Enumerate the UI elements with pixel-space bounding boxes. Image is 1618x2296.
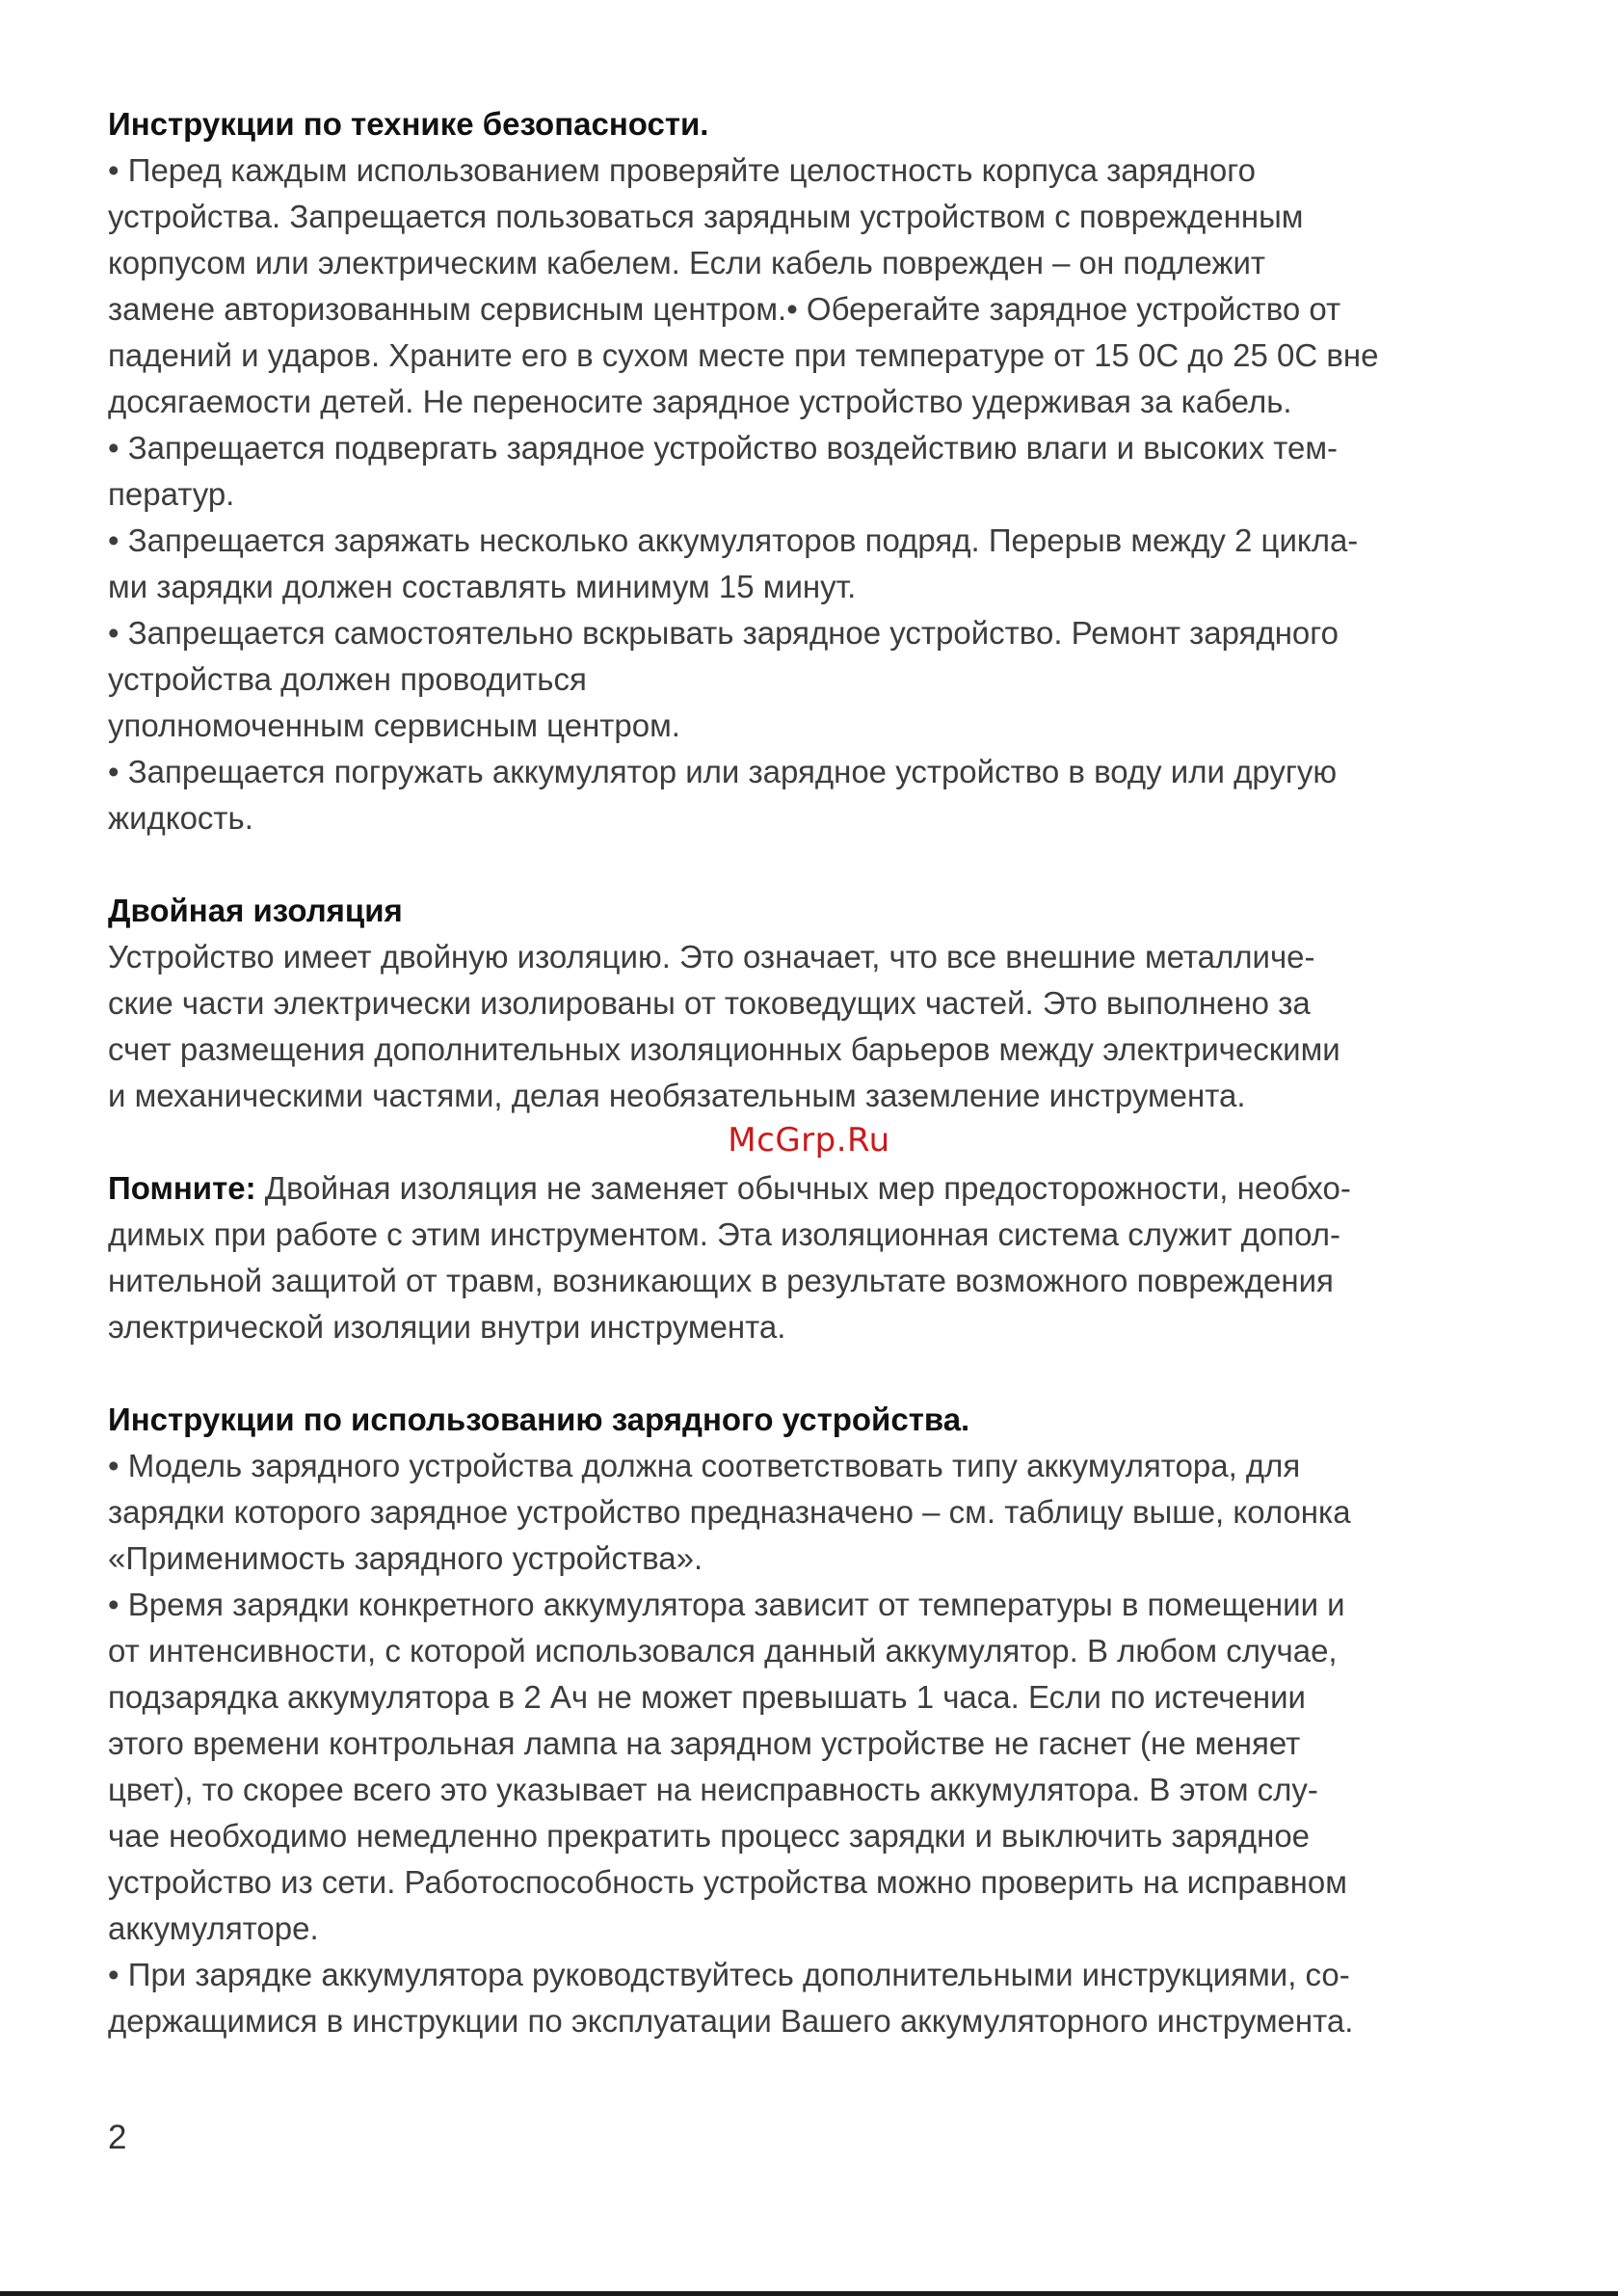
text-line: цвет), то скорее всего это указывает на неисправность аккумулятора. В этом слу- bbox=[108, 1772, 1318, 1807]
charger-usage-heading: Инструкции по использованию зарядного устройства. bbox=[108, 1402, 970, 1437]
text-line: устройства. Запрещается пользоваться зарядным устройством с поврежденным bbox=[108, 199, 1304, 234]
text-line: • Запрещается погружать аккумулятор или зарядное устройство в воду или другую bbox=[108, 754, 1338, 789]
section-spacer bbox=[108, 1350, 1515, 1397]
section-spacer bbox=[108, 841, 1515, 888]
safety-heading: Инструкции по технике безопасности. bbox=[108, 106, 709, 142]
double-insulation-paragraph bbox=[108, 934, 1515, 1119]
page-number: 2 bbox=[108, 2119, 127, 2156]
charger-usage-paragraph bbox=[108, 1443, 1515, 2044]
note-label: Помните: bbox=[108, 1170, 256, 1206]
text-line: «Применимость зарядного устройства». bbox=[108, 1540, 703, 1576]
text-line: от интенсивности, с которой использовался данный аккумулятор. В любом случае, bbox=[108, 1633, 1338, 1669]
text-line: подзарядка аккумулятора в 2 Ач не может превышать 1 часа. Если по истечении bbox=[108, 1679, 1306, 1715]
text-line bbox=[108, 1165, 1515, 1212]
text-line: аккумуляторе. bbox=[108, 1910, 319, 1946]
text-line: чае необходимо немедленно прекратить процесс зарядки и выключить зарядное bbox=[108, 1818, 1311, 1854]
text-line: уполномоченным сервисным центром. bbox=[108, 707, 680, 743]
text-line: жидкость. bbox=[108, 800, 253, 836]
text-line: и механическими частями, делая необязательным заземление инструмента. bbox=[108, 1078, 1246, 1113]
text-line: • Время зарядки конкретного аккумулятора зависит от температуры в помещении и bbox=[108, 1587, 1345, 1622]
text-line: • Запрещается заряжать несколько аккумуляторов подряд. Перерыв между 2 цикла- bbox=[108, 522, 1359, 558]
text-line: нительной защитой от травм, возникающих в результате возможного повреждения bbox=[108, 1263, 1334, 1298]
text-line: • При зарядке аккумулятора руководствуйтесь дополнительными инструкциями, со- bbox=[108, 1957, 1350, 1992]
note-text: Двойная изоляция не заменяет обычных мер предосторожности, необхо- bbox=[255, 1170, 1351, 1206]
document-body bbox=[108, 101, 1515, 2044]
text-line: ператур. bbox=[108, 476, 235, 512]
bottom-border bbox=[0, 2291, 1618, 2296]
text-line: корпусом или электрическим кабелем. Если кабель поврежден – он подлежит bbox=[108, 245, 1265, 280]
text-line: димых при работе с этим инструментом. Эта изоляционная система служит допол- bbox=[108, 1216, 1341, 1252]
text-line: падений и ударов. Храните его в сухом месте при температуре от 15 0С до 25 0С вне bbox=[108, 337, 1379, 373]
text-line: • Перед каждым использованием проверяйте целостность корпуса зарядного bbox=[108, 152, 1256, 188]
text-line: Устройство имеет двойную изоляцию. Это означает, что все внешние металличе- bbox=[108, 939, 1315, 974]
text-line: устройства должен проводиться bbox=[108, 661, 587, 697]
double-insulation-heading: Двойная изоляция bbox=[108, 893, 403, 928]
text-line: счет размещения дополнительных изоляционных барьеров между электрическими bbox=[108, 1031, 1340, 1067]
text-line: • Запрещается самостоятельно вскрывать зарядное устройство. Ремонт зарядного bbox=[108, 615, 1339, 651]
safety-paragraph bbox=[108, 147, 1515, 841]
text-line: • Модель зарядного устройства должна соответствовать типу аккумулятора, для bbox=[108, 1448, 1301, 1483]
text-line: ские части электрически изолированы от токоведущих частей. Это выполнено за bbox=[108, 985, 1311, 1021]
reminder-note bbox=[108, 1165, 1515, 1350]
text-line: электрической изоляции внутри инструмента. bbox=[108, 1309, 786, 1345]
text-line: держащимися в инструкции по эксплуатации Вашего аккумуляторного инструмента. bbox=[108, 2003, 1354, 2039]
text-line: устройство из сети. Работоспособность устройства можно проверить на исправном bbox=[108, 1864, 1347, 1900]
text-line: ми зарядки должен составлять минимум 15 минут. bbox=[108, 569, 857, 604]
watermark: McGrp.Ru bbox=[728, 1121, 890, 1160]
text-line: замене авторизованным сервисным центром.• Оберегайте зарядное устройство от bbox=[108, 291, 1341, 327]
text-line: • Запрещается подвергать зарядное устройство воздействию влаги и высоких тем- bbox=[108, 430, 1339, 466]
text-line: этого времени контрольная лампа на зарядном устройстве не гаснет (не меняет bbox=[108, 1725, 1301, 1761]
text-line: досягаемости детей. Не переносите зарядное устройство удерживая за кабель. bbox=[108, 384, 1292, 419]
text-line: зарядки которого зарядное устройство предназначено – см. таблицу выше, колонка bbox=[108, 1494, 1351, 1530]
